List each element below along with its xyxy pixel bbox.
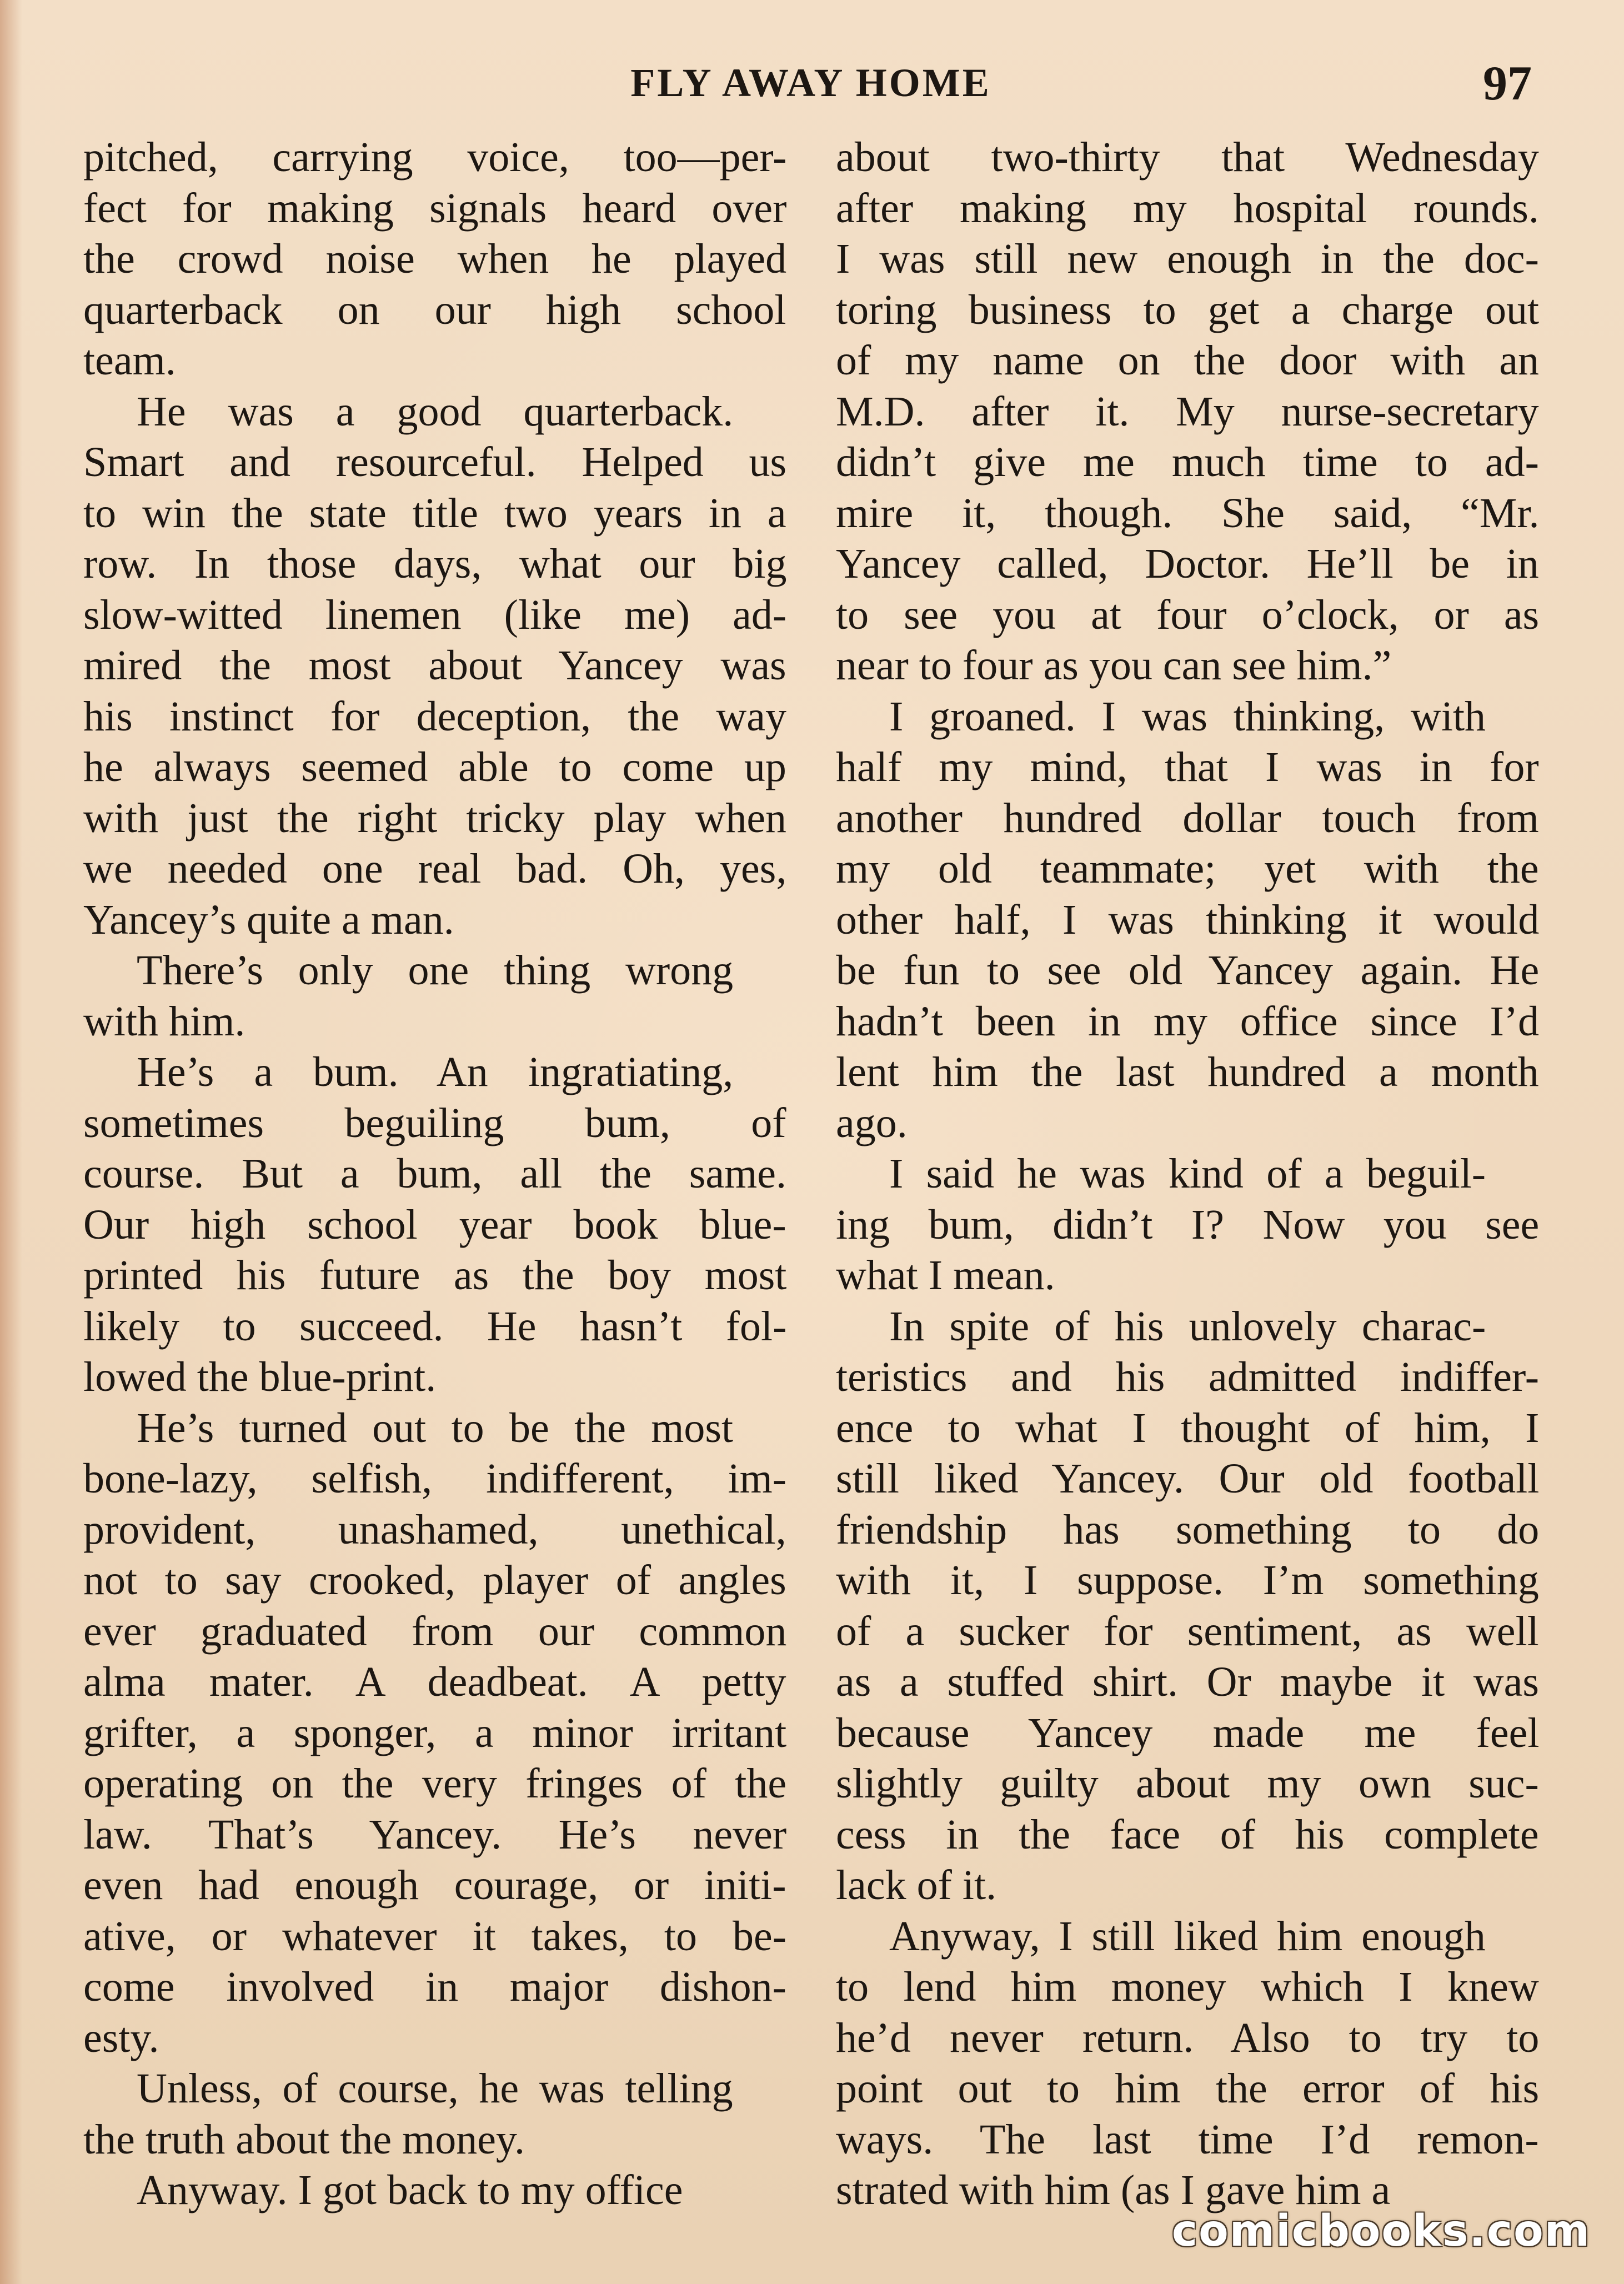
text-line: He was a good quarterback.: [137, 388, 734, 435]
text-line: the truth about the money.: [83, 2116, 525, 2163]
text-line: ever graduated from our common: [83, 1607, 787, 1655]
text-line: he’d never return. Also to try to: [836, 2014, 1540, 2061]
text-line: still liked Yancey. Our old football: [836, 1455, 1540, 1502]
text-line: of a sucker for sentiment, as well: [836, 1607, 1539, 1655]
text-line: Yancey called, Doctor. He’ll be in: [836, 540, 1539, 587]
text-line: M.D. after it. My nurse-secretary: [836, 388, 1539, 435]
text-line: ways. The last time I’d remon-: [836, 2116, 1539, 2163]
paragraph: [836, 1301, 1539, 1911]
paragraph: [83, 1047, 786, 1403]
text-line: He’s a bum. An ingratiating,: [137, 1049, 734, 1095]
text-line: course. But a bum, all the same.: [83, 1150, 786, 1197]
text-line: Smart and resourceful. Helped us: [83, 439, 787, 485]
text-line: There’s only one thing wrong: [137, 947, 734, 994]
text-line: printed his future as the boy most: [83, 1252, 787, 1299]
paragraph: [836, 1911, 1539, 2216]
text-line: the crowd noise when he played: [83, 236, 787, 282]
text-line: to see you at four o’clock, or as: [836, 591, 1540, 638]
text-line: with him.: [83, 998, 245, 1045]
text-line: we needed one real bad. Oh, yes,: [83, 845, 787, 892]
text-line: team.: [83, 337, 176, 384]
text-line: ative, or whatever it takes, to be-: [83, 1912, 787, 1960]
text-line: other half, I was thinking it would: [836, 896, 1540, 943]
paragraph: [836, 692, 1539, 1149]
text-line: not to say crooked, player of angles: [83, 1557, 786, 1604]
text-line: In spite of his unlovely charac-: [889, 1303, 1486, 1350]
text-line: lowed the blue-print.: [83, 1354, 437, 1400]
text-line: about two-thirty that Wednesday: [836, 134, 1539, 181]
right-text-column: [836, 132, 1539, 2216]
text-line: fect for making signals heard over: [83, 184, 787, 232]
text-line: with just the right tricky play when: [83, 794, 787, 842]
text-line: likely to succeed. He hasn’t fol-: [83, 1303, 787, 1350]
text-line: didn’t give me much time to ad-: [836, 439, 1539, 485]
text-line: lack of it.: [836, 1862, 997, 1909]
paragraph: [83, 387, 786, 946]
text-line: to win the state title two years in a: [83, 489, 786, 537]
text-line: I was still new enough in the doc-: [836, 236, 1539, 282]
text-line: his instinct for deception, the way: [83, 693, 786, 740]
text-line: my old teammate; yet with the: [836, 845, 1539, 892]
text-line: Yancey’s quite a man.: [83, 896, 454, 943]
text-line: he always seemed able to come up: [83, 744, 786, 790]
text-line: mired the most about Yancey was: [83, 642, 786, 689]
text-line: ence to what I thought of him, I: [836, 1404, 1540, 1451]
paragraph: [83, 2165, 786, 2216]
text-line: half my mind, that I was in for: [836, 744, 1539, 790]
text-line: I said he was kind of a beguil-: [889, 1150, 1486, 1197]
page-header: [0, 56, 1624, 122]
text-line: Our high school year book blue-: [83, 1201, 786, 1248]
watermark: comicbooks.com: [1171, 2206, 1591, 2256]
paragraph: [83, 1403, 786, 2064]
text-line: law. That’s Yancey. He’s never: [83, 1811, 787, 1858]
page-number: 97: [1483, 57, 1532, 111]
text-line: as a stuffed shirt. Or maybe it was: [836, 1659, 1539, 1705]
paragraph: [836, 1149, 1539, 1301]
text-line: to lend him money which I knew: [836, 1964, 1539, 2010]
text-line: pitched, carrying voice, too—per-: [83, 134, 787, 181]
text-line: I groaned. I was thinking, with: [889, 693, 1486, 740]
text-line: because Yancey made me feel: [836, 1709, 1540, 1756]
text-line: Anyway. I got back to my office: [137, 2167, 683, 2213]
text-line: ago.: [836, 1099, 908, 1146]
text-line: sometimes beguiling bum, of: [83, 1099, 786, 1146]
text-line: hadn’t been in my office since I’d: [836, 998, 1540, 1045]
text-line: after making my hospital rounds.: [836, 184, 1539, 232]
text-line: be fun to see old Yancey again. He: [836, 947, 1540, 994]
paragraph: [83, 945, 786, 1047]
paragraph: [83, 2063, 786, 2165]
text-line: He’s turned out to be the most: [137, 1404, 734, 1451]
paragraph: [836, 132, 1539, 692]
text-line: Unless, of course, he was telling: [137, 2065, 733, 2112]
text-line: mire it, though. She said, “Mr.: [836, 489, 1540, 537]
text-line: grifter, a sponger, a minor irritant: [83, 1709, 787, 1756]
text-line: another hundred dollar touch from: [836, 794, 1539, 842]
text-line: friendship has something to do: [836, 1506, 1540, 1553]
text-line: come involved in major dishon-: [83, 1964, 786, 2010]
text-line: row. In those days, what our big: [83, 540, 787, 587]
text-line: slow-witted linemen (like me) ad-: [83, 591, 787, 638]
text-line: ing bum, didn’t I? Now you see: [836, 1201, 1540, 1248]
text-line: cess in the face of his complete: [836, 1811, 1539, 1858]
text-line: alma mater. A deadbeat. A petty: [83, 1659, 786, 1705]
text-line: strated with him (as I gave him a: [836, 2167, 1391, 2213]
text-line: bone-lazy, selfish, indifferent, im-: [83, 1455, 787, 1502]
text-line: quarterback on our high school: [83, 286, 786, 333]
text-line: operating on the very fringes of the: [83, 1760, 787, 1807]
text-line: point out to him the error of his: [836, 2065, 1540, 2112]
text-line: slightly guilty about my own suc-: [836, 1760, 1539, 1807]
text-line: near to four as you can see him.”: [836, 642, 1392, 689]
text-line: toring business to get a charge out: [836, 286, 1540, 333]
text-line: with it, I suppose. I’m something: [836, 1557, 1539, 1604]
text-line: Anyway, I still liked him enough: [889, 1912, 1486, 1960]
running-title: FLY AWAY HOME: [630, 61, 991, 105]
text-line: what I mean.: [836, 1252, 1055, 1299]
text-line: provident, unashamed, unethical,: [83, 1506, 786, 1553]
page-edge-shadow: [0, 0, 22, 2284]
text-line: esty.: [83, 2014, 159, 2061]
text-line: teristics and his admitted indiffer-: [836, 1354, 1540, 1400]
text-line: even had enough courage, or initi-: [83, 1862, 786, 1909]
left-text-column: [83, 132, 786, 2216]
text-line: lent him the last hundred a month: [836, 1049, 1539, 1095]
paragraph: [83, 132, 786, 387]
text-line: of my name on the door with an: [836, 337, 1540, 384]
